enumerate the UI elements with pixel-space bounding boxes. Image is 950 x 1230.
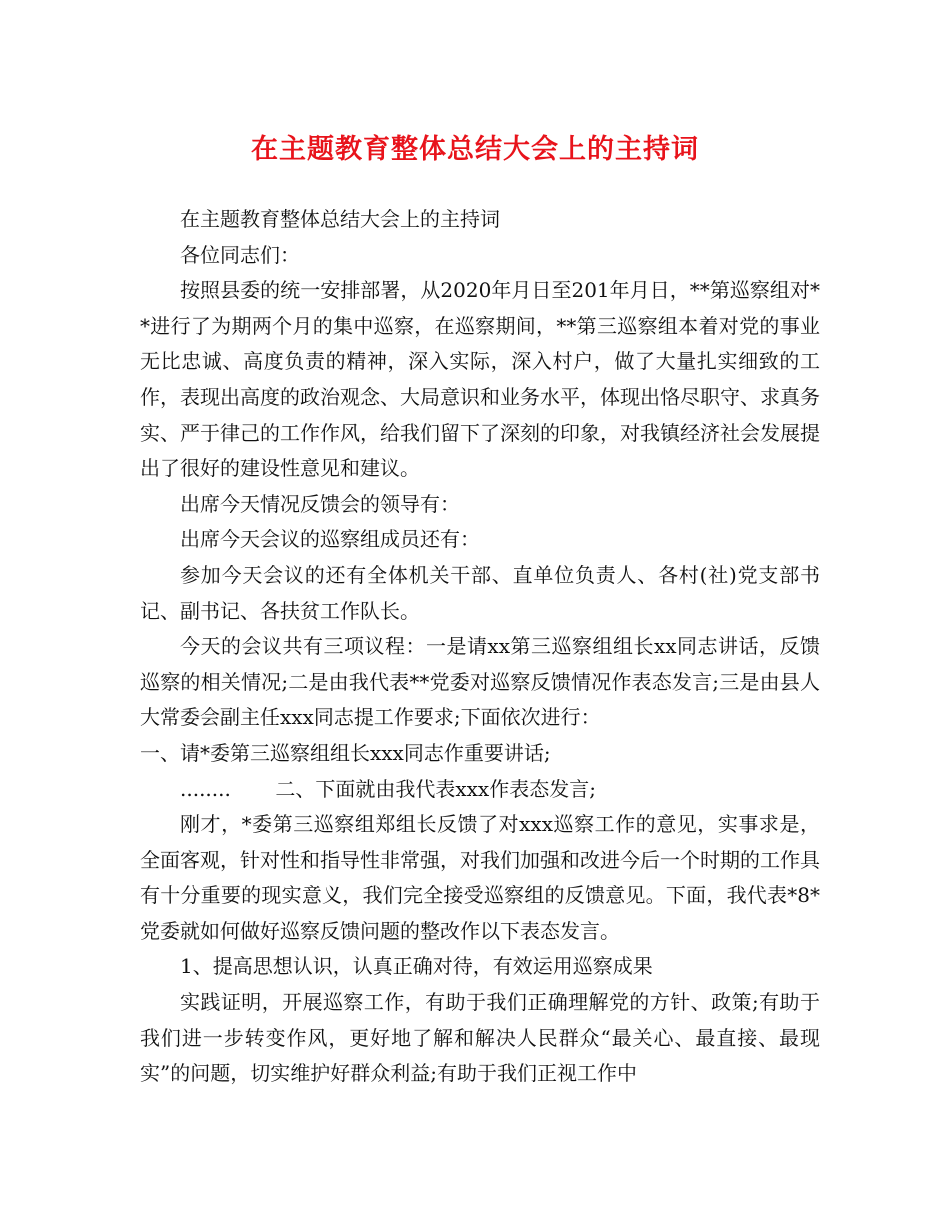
body-paragraph-leaders: 出席今天情况反馈会的领导有： xyxy=(180,491,460,516)
body-paragraph-attendees: 参加今天会议的还有全体机关干部、直单位负责人、各村(社)党支部书记、副书记、各扶贫工作队长。 xyxy=(140,562,820,623)
body-paragraph-practice: 实践证明，开展巡察工作，有助于我们正确理解党的方针、政策;有助于我们进一步转变作风，更好地了解和解决人民群众“最关心、最直接、最现实”的问题，切实维护好群众利益;有助于我们正视工作中 xyxy=(140,990,820,1086)
body-paragraph-subtitle: 在主题教育整体总结大会上的主持词 xyxy=(180,207,500,231)
body-paragraph-item-one: 一、请*委第三巡察组组长xxx同志作重要讲话; xyxy=(140,740,551,765)
body-paragraph-arrangement: 按照县委的统一安排部署，从2020年月日至201年月日，**第巡察组对**进行了为期两个月的集中巡察，在巡察期间，**第三巡察组本着对党的事业无比忠诚、高度负责的精神，深入实际，深入村户，做了大量扎实细致的工作，表现出高度的政治观念、大局意识和业务水平，体现出恪尽职守、求真务实、严于律己的工作作风，给我们留下了深刻的印象，对我镇经济社会发展提出了很好的建设性意见和建议。 xyxy=(140,278,820,481)
body-paragraph-agenda: 今天的会议共有三项议程：一是请xx第三巡察组组长xx同志讲话，反馈巡察的相关情况;二是由我代表**党委对巡察反馈情况作表态发言;三是由县人大常委会副主任xxx同志提工作要求;下面依次进行： xyxy=(140,634,820,730)
body-paragraph-section-heading: 1、提高思想认识，认真正确对待，有效运用巡察成果 xyxy=(180,954,653,979)
document-body xyxy=(140,202,820,1092)
body-paragraph-inspection-members: 出席今天会议的巡察组成员还有： xyxy=(180,527,480,552)
document-title: 在主题教育整体总结大会上的主持词 xyxy=(251,134,699,165)
body-paragraph-feedback-response: 刚才，*委第三巡察组郑组长反馈了对xxx巡察工作的意见，实事求是，全面客观，针对性和指导性非常强，对我们加强和改进今后一个时期的工作具有十分重要的现实意义，我们完全接受巡察组的反馈意见。下面，我代表*8*党委就如何做好巡察反馈问题的整改作以下表态发言。 xyxy=(140,812,820,943)
body-paragraph-item-two: ........ 二、下面就由我代表xxx作表态发言; xyxy=(180,776,596,801)
body-paragraph-salutation: 各位同志们： xyxy=(180,242,300,267)
